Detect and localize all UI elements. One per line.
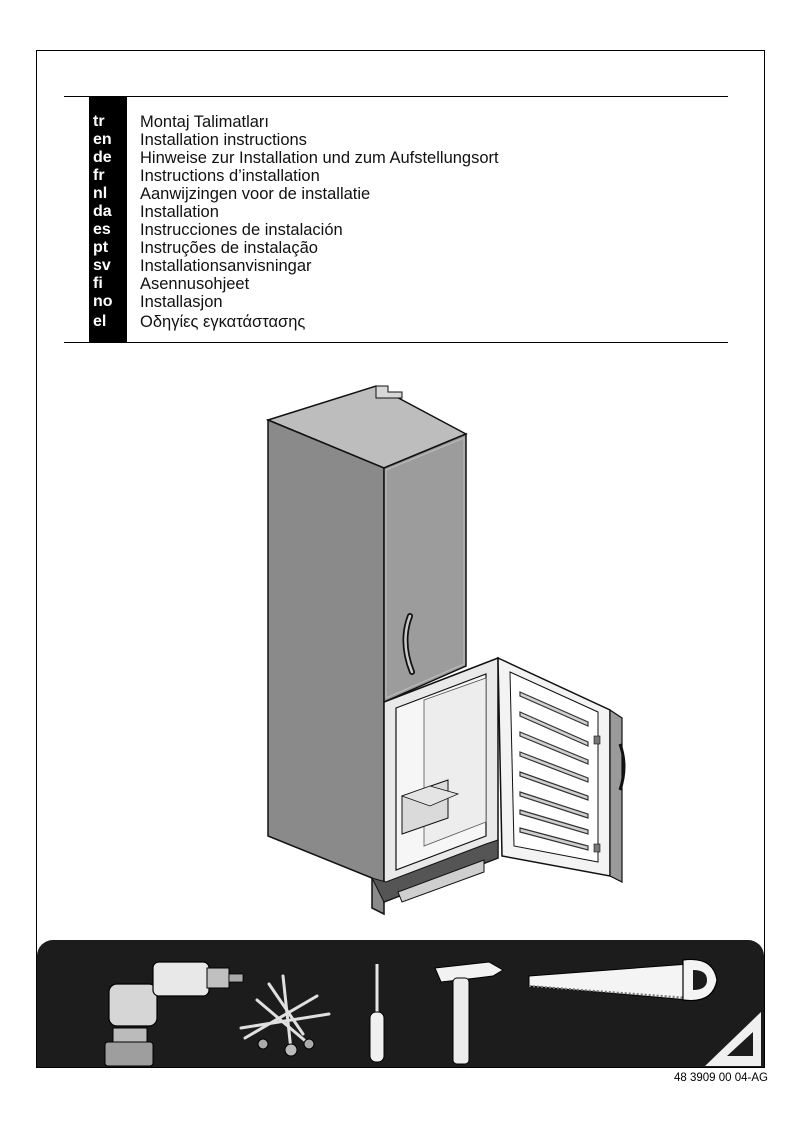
- screws-icon: [241, 976, 329, 1056]
- language-code: pt: [93, 239, 109, 256]
- language-title: Installationsanvisningar: [140, 257, 312, 275]
- language-row-sv: [0, 257, 640, 275]
- language-row-el: [0, 313, 640, 331]
- fridge-illustration: [262, 382, 634, 918]
- language-title: Installasjon: [140, 293, 223, 311]
- language-row-nl: [0, 185, 640, 203]
- language-code: el: [93, 313, 107, 330]
- language-code: fi: [93, 275, 103, 292]
- language-code: de: [93, 149, 112, 166]
- language-title: Instruções de instalação: [140, 239, 318, 257]
- language-title: Instructions d’installation: [140, 167, 320, 185]
- header-rule-bottom: [64, 342, 728, 343]
- hand-saw-icon: [529, 959, 717, 1000]
- language-code: sv: [93, 257, 111, 274]
- language-title: Οδηγίες εγκατάστασης: [140, 313, 306, 331]
- language-row-pt: [0, 239, 640, 257]
- language-code: fr: [93, 167, 105, 184]
- document-code: 48 3909 00 04-AG: [674, 1072, 768, 1084]
- language-code: en: [93, 131, 112, 148]
- header-rule-top: [64, 96, 728, 97]
- language-row-da: [0, 203, 640, 221]
- language-row-no: [0, 293, 640, 311]
- language-title: Aanwijzingen voor de installatie: [140, 185, 371, 203]
- language-code: nl: [93, 185, 108, 202]
- language-code: es: [93, 221, 111, 238]
- cordless-drill-icon: [105, 962, 243, 1066]
- hammer-icon: [435, 962, 503, 1064]
- language-title: Montaj Talimatları: [140, 113, 269, 131]
- language-code: tr: [93, 113, 105, 130]
- language-row-tr: [0, 113, 640, 131]
- screwdriver-icon: [370, 964, 384, 1062]
- language-title: Installation instructions: [140, 131, 307, 149]
- language-title: Installation: [140, 203, 219, 221]
- language-title: Asennusohjeet: [140, 275, 250, 293]
- language-code: da: [93, 203, 112, 220]
- language-title: Instrucciones de instalación: [140, 221, 343, 239]
- language-row-en: [0, 131, 640, 149]
- language-row-de: [0, 149, 640, 167]
- tools-illustration: [37, 940, 764, 1067]
- language-row-fi: [0, 275, 640, 293]
- language-title: Hinweise zur Installation und zum Aufstellungsort: [140, 149, 499, 167]
- language-code: no: [93, 293, 113, 310]
- language-row-es: [0, 221, 640, 239]
- language-row-fr: [0, 167, 640, 185]
